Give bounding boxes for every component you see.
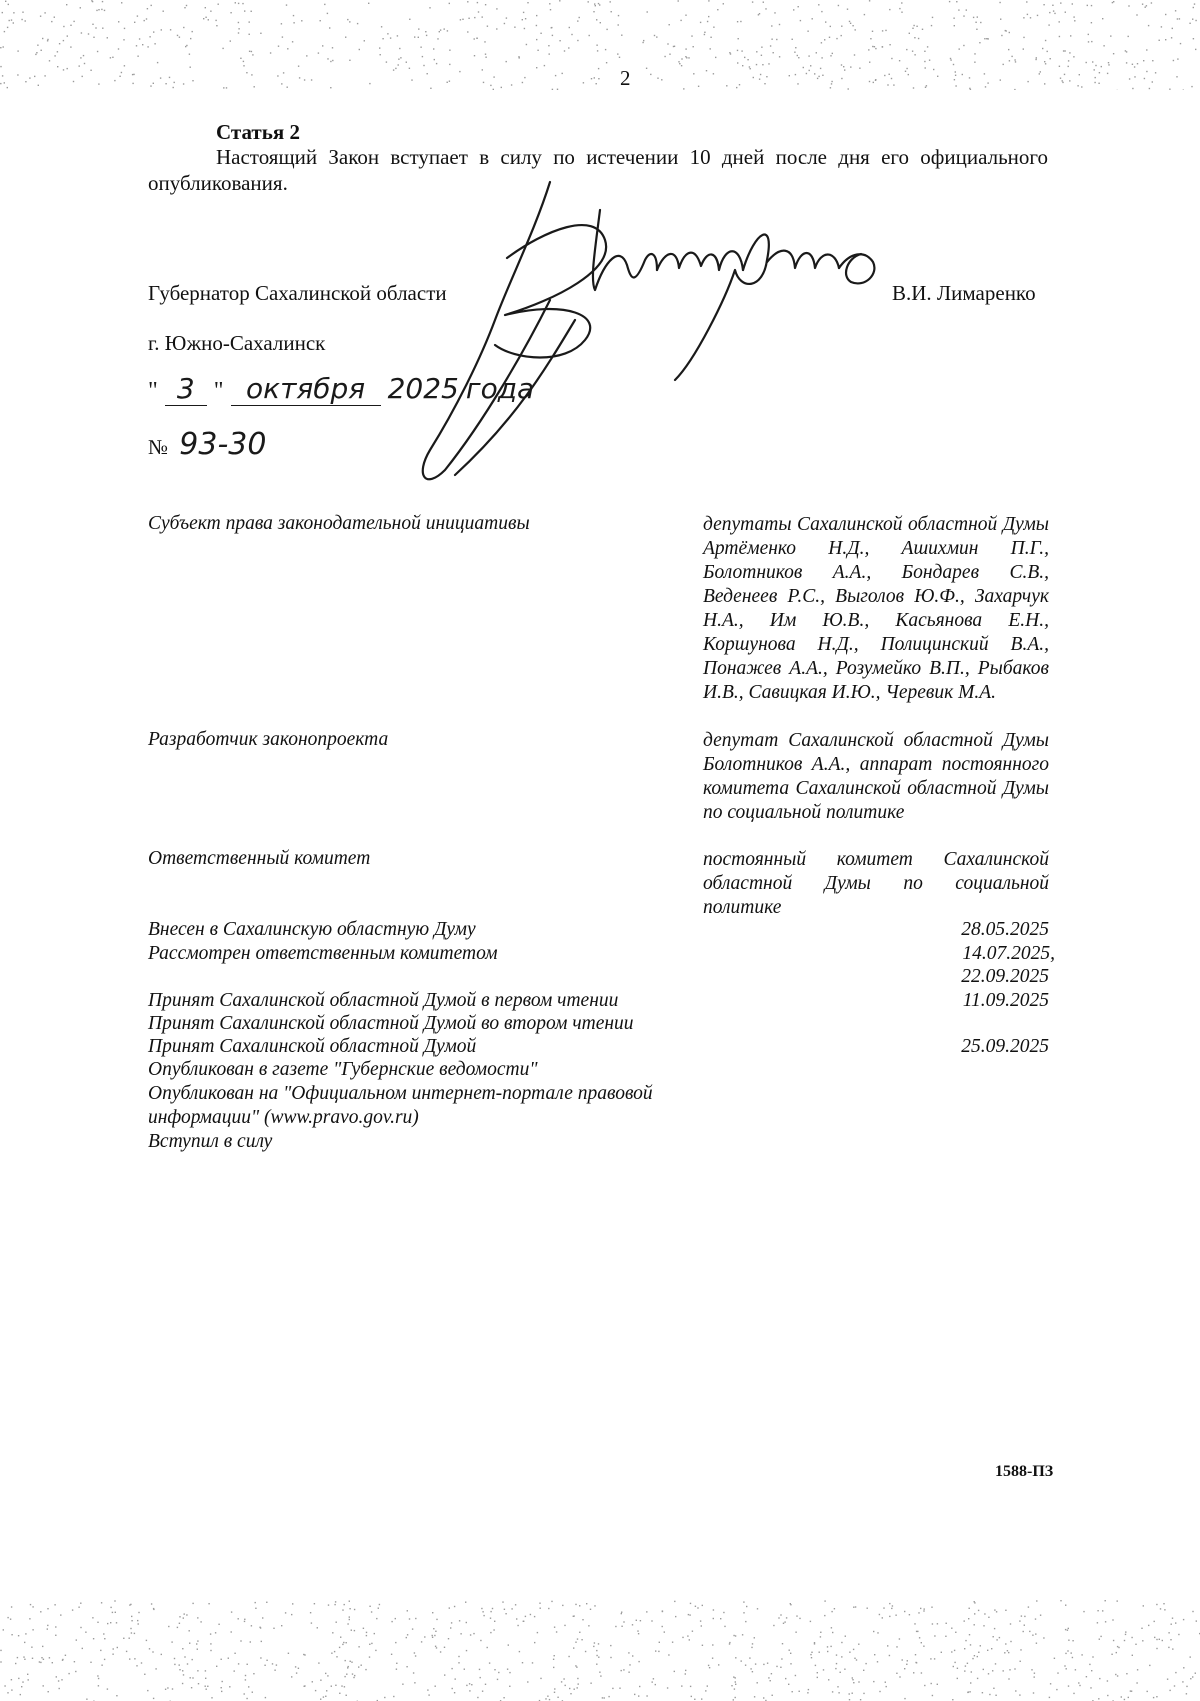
city: г. Южно-Сахалинск	[148, 331, 326, 355]
date-year: 2025	[387, 372, 459, 405]
responsible-committee-label: Ответственный комитет	[148, 848, 371, 869]
history-date: 14.07.2025,	[962, 943, 1055, 964]
page-number: 2	[620, 66, 631, 90]
governor-name: В.И. Лимаренко	[892, 281, 1036, 305]
footer-code: 1588-ПЗ	[995, 1463, 1054, 1480]
scan-noise-top	[0, 0, 1200, 90]
history-date: 11.09.2025	[962, 990, 1049, 1011]
initiative-subject-value: депутаты Сахалинской областной Думы Артёменко Н.Д., Ашихмин П.Г., Болотников А.А., Бондарев С.В., Веденеев Р.С., Выголов Ю.Ф., Захарчук Н.А., Им Ю.В., Касьянова Е.Н., Коршунова Н.Д., Полицинский В.А., Понажев А.А., Розумейко В.П., Рыбаков И.В., Савицкая И.Ю., Черевик М.А.	[703, 514, 1049, 703]
number-value: 93-30	[179, 427, 267, 462]
history-label: информации" (www.pravo.gov.ru)	[148, 1107, 419, 1128]
responsible-committee-value: постоянный комитет Сахалинской областной Думы по социальной политике	[703, 849, 1049, 918]
history-date: 25.09.2025	[961, 1036, 1049, 1057]
date-suffix: года	[465, 372, 535, 405]
history-label: Принят Сахалинской областной Думой в первом чтении	[148, 990, 619, 1011]
date-day: 3	[165, 372, 207, 406]
history-date: 28.05.2025	[961, 919, 1049, 940]
governor-title: Губернатор Сахалинской области	[148, 281, 447, 305]
history-label: Опубликован на "Официальном интернет-портале правовой	[148, 1083, 653, 1104]
history-label: Рассмотрен ответственным комитетом	[148, 943, 498, 964]
history-date: 22.09.2025	[961, 966, 1049, 987]
article-text-line-2: опубликования.	[148, 171, 288, 195]
article-heading: Статья 2	[216, 120, 300, 144]
history-label: Внесен в Сахалинскую областную Думу	[148, 919, 476, 940]
bill-developer-label: Разработчик законопроекта	[148, 729, 389, 750]
history-label: Опубликован в газете "Губернские ведомости"	[148, 1059, 538, 1080]
history-label: Вступил в силу	[148, 1131, 273, 1152]
date-line: " 3 " октября 2025 года	[148, 372, 535, 405]
initiative-subject-label: Субъект права законодательной инициативы	[148, 513, 530, 534]
bill-developer-value: депутат Сахалинской областной Думы Болотников А.А., аппарат постоянного комитета Сахалинской областной Думы по социальной политике	[703, 730, 1049, 823]
date-month: октября	[231, 372, 381, 406]
article-text-line-1: Настоящий Закон вступает в силу по истечении 10 дней после дня его официального	[216, 145, 1048, 169]
scan-noise-bottom	[0, 1600, 1200, 1701]
number-prefix: №	[148, 435, 169, 459]
document-number	[148, 427, 266, 462]
governor-signature	[395, 170, 895, 500]
history-label: Принят Сахалинской областной Думой	[148, 1036, 477, 1057]
history-label: Принят Сахалинской областной Думой во втором чтении	[148, 1013, 634, 1034]
